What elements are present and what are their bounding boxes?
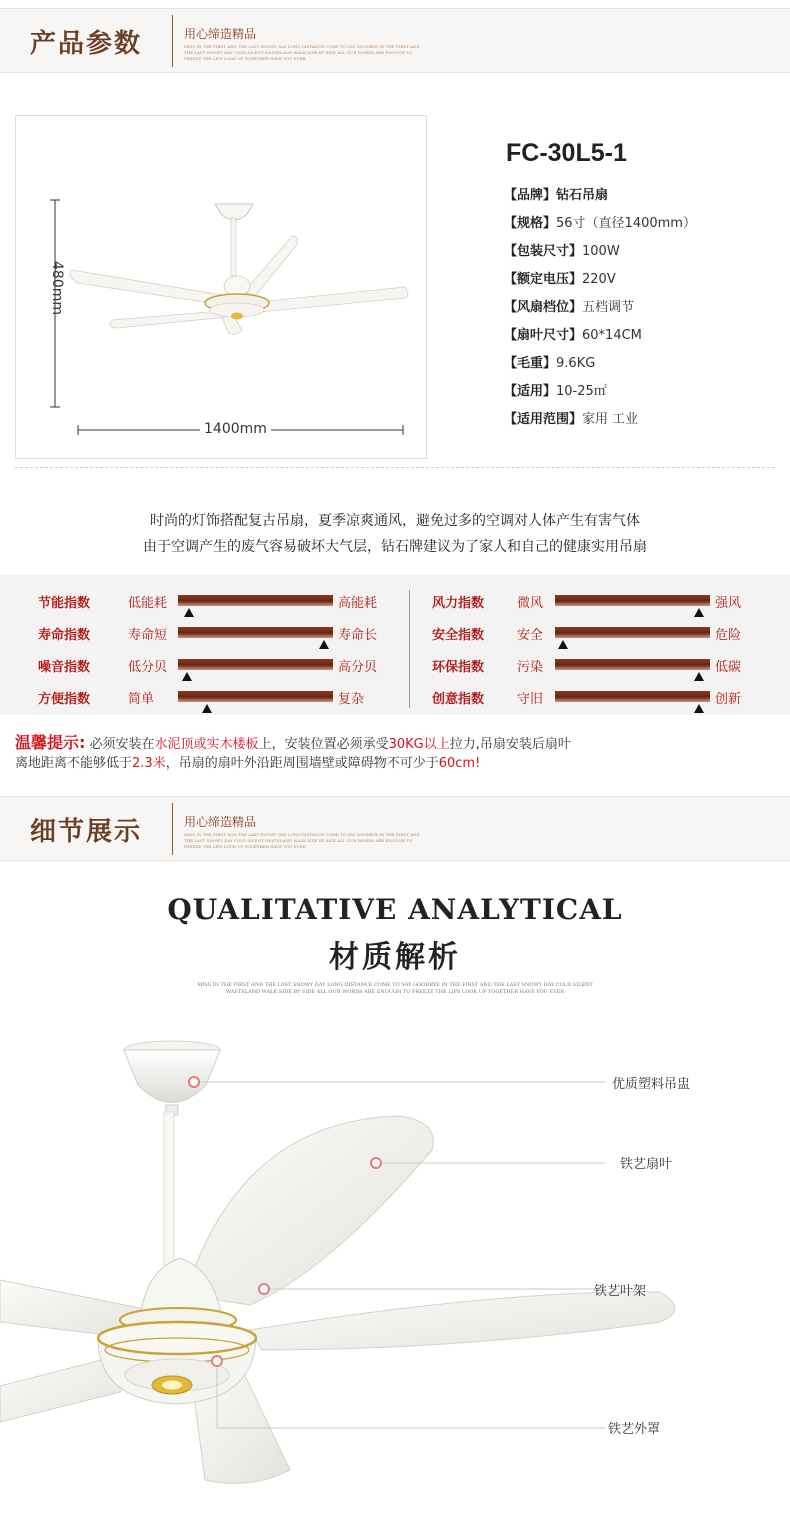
- section-subtitle: 用心缔造精品: [184, 815, 257, 829]
- index-low-label: 守旧: [517, 692, 544, 707]
- index-bar: [555, 659, 710, 670]
- callout-iron-blade: 铁艺扇叶: [620, 1157, 673, 1172]
- index-high-label: 低碳: [715, 660, 742, 675]
- description-line-2: 由于空调产生的废气容易破坏大气层，钻石牌建议为了家人和自己的健康实用吊扇: [143, 539, 647, 555]
- section-title: 产品参数: [30, 29, 143, 59]
- fan-dimension-drawing: [0, 0, 790, 470]
- spec-brand: 【品牌】钻石吊扇: [504, 188, 609, 203]
- index-low-label: 简单: [128, 692, 155, 707]
- section-fine-text: MISS IN THE FIRST AND THE LAST SNOWY DAY LONG DISTANCE COME TO SAY GOODBYE IN THE FIRST AND THE LAST SNOWY DAY COLD SILENT WASTELAND WALK SIDE BY SIDE ALL OUR WORDS ARE ENOUGH TO FREEZE THE LIPS LOOK UP TOGETHER HAVE YOU EVER: [184, 44, 420, 61]
- index-level-marker: [202, 704, 212, 713]
- section-header-details: [0, 796, 790, 861]
- index-level-marker: [184, 608, 194, 617]
- index-low-label: 污染: [517, 660, 544, 675]
- index-level-marker: [182, 672, 192, 681]
- index-name: 寿命指数: [38, 628, 91, 643]
- index-name: 风力指数: [432, 596, 485, 611]
- qualitative-subtitle: 材质解析: [329, 940, 461, 975]
- index-level-marker: [694, 672, 704, 681]
- index-name: 创意指数: [432, 692, 485, 707]
- index-bar: [178, 691, 333, 702]
- index-bar: [178, 595, 333, 606]
- callout-plastic-cup: 优质塑料吊盅: [612, 1077, 691, 1092]
- installation-tip-line-2: 离地距离不能够低于2.3米，吊扇的扇叶外沿距周围墙壁或障碍物不可少于60cm!: [15, 756, 481, 771]
- index-name: 噪音指数: [38, 660, 91, 675]
- spec-usage-scope: 【适用范围】家用 工业: [504, 412, 639, 427]
- tip-title: 温馨提示:: [15, 733, 86, 752]
- index-name: 环保指数: [432, 660, 485, 675]
- index-level-marker: [558, 640, 568, 649]
- index-high-label: 创新: [715, 692, 742, 707]
- index-high-label: 高分贝: [338, 660, 378, 675]
- index-low-label: 低能耗: [128, 596, 168, 611]
- index-name: 节能指数: [38, 596, 91, 611]
- index-low-label: 微风: [517, 596, 544, 611]
- index-bar: [178, 659, 333, 670]
- width-dimension-label: 1400mm: [200, 421, 271, 437]
- spec-package-size: 【包装尺寸】100W: [504, 244, 620, 259]
- index-bar: [555, 691, 710, 702]
- spec-blade-size: 【扇叶尺寸】60*14CM: [504, 328, 642, 343]
- section-subtitle: 用心缔造精品: [184, 27, 257, 41]
- section-fine-text: MISS IN THE FIRST AND THE LAST SNOWY DAY LONG DISTANCE COME TO SAY GOODBYE IN THE FIRST AND THE LAST SNOWY DAY COLD SILENT WASTELAND WALK SIDE BY SIDE ALL OUR WORDS ARE ENOUGH TO FREEZE THE LIPS LOOK UP TOGETHER HAVE YOU EVER: [184, 832, 420, 849]
- header-divider: [172, 803, 173, 855]
- index-bar: [555, 627, 710, 638]
- index-low-label: 安全: [517, 628, 544, 643]
- spec-applicable-area: 【适用】10-25㎡: [504, 384, 607, 399]
- index-high-label: 高能耗: [338, 596, 378, 611]
- model-number: FC-30L5-1: [506, 139, 627, 167]
- spec-gross-weight: 【毛重】9.6KG: [504, 356, 596, 371]
- fan-detail-illustration: [0, 1020, 790, 1524]
- index-level-marker: [694, 704, 704, 713]
- index-bar: [555, 595, 710, 606]
- index-level-marker: [319, 640, 329, 649]
- spec-voltage: 【额定电压】220V: [504, 272, 616, 287]
- height-dimension-label: 480mm: [49, 261, 65, 315]
- index-high-label: 寿命长: [338, 628, 378, 643]
- index-low-label: 寿命短: [128, 628, 168, 643]
- index-level-marker: [694, 608, 704, 617]
- index-low-label: 低分贝: [128, 660, 168, 675]
- callout-iron-blade-arm: 铁艺叶架: [594, 1284, 647, 1299]
- dotted-divider: [15, 467, 775, 468]
- index-name: 方便指数: [38, 692, 91, 707]
- index-column-divider: [409, 590, 410, 708]
- index-high-label: 复杂: [338, 692, 365, 707]
- index-high-label: 危险: [715, 628, 742, 643]
- spec-size: 【规格】56寸（直径1400mm）: [504, 216, 696, 231]
- qualitative-title: QUALITATIVE ANALYTICAL: [167, 893, 623, 926]
- installation-tip-line-1: 温馨提示: 必须安装在水泥顶或实木楼板上，安装位置必须承受30KG以上拉力,吊扇安装后扇叶: [15, 733, 571, 752]
- index-high-label: 强风: [715, 596, 742, 611]
- index-name: 安全指数: [432, 628, 485, 643]
- callout-iron-cover: 铁艺外罩: [608, 1422, 661, 1437]
- index-bar: [178, 627, 333, 638]
- spec-speed-levels: 【风扇档位】五档调节: [504, 300, 635, 315]
- section-title: 细节展示: [30, 817, 143, 847]
- qualitative-fine-text: MISS IN THE FIRST AND THE LAST SNOWY DAY LONG DISTANCE COME TO SAY GOODBYE IN THE FIRST AND THE LAST SNOWY DAY COLD SILENT WASTELAND WALK SIDE BY SIDE ALL OUR WORDS ARE ENOUGH TO FREEZE THE LIPS LOOK UP TOGETHER HAVE YOU EVER: [197, 982, 593, 995]
- description-line-1: 时尚的灯饰搭配复古吊扇，夏季凉爽通风，避免过多的空调对人体产生有害气体: [150, 513, 640, 529]
